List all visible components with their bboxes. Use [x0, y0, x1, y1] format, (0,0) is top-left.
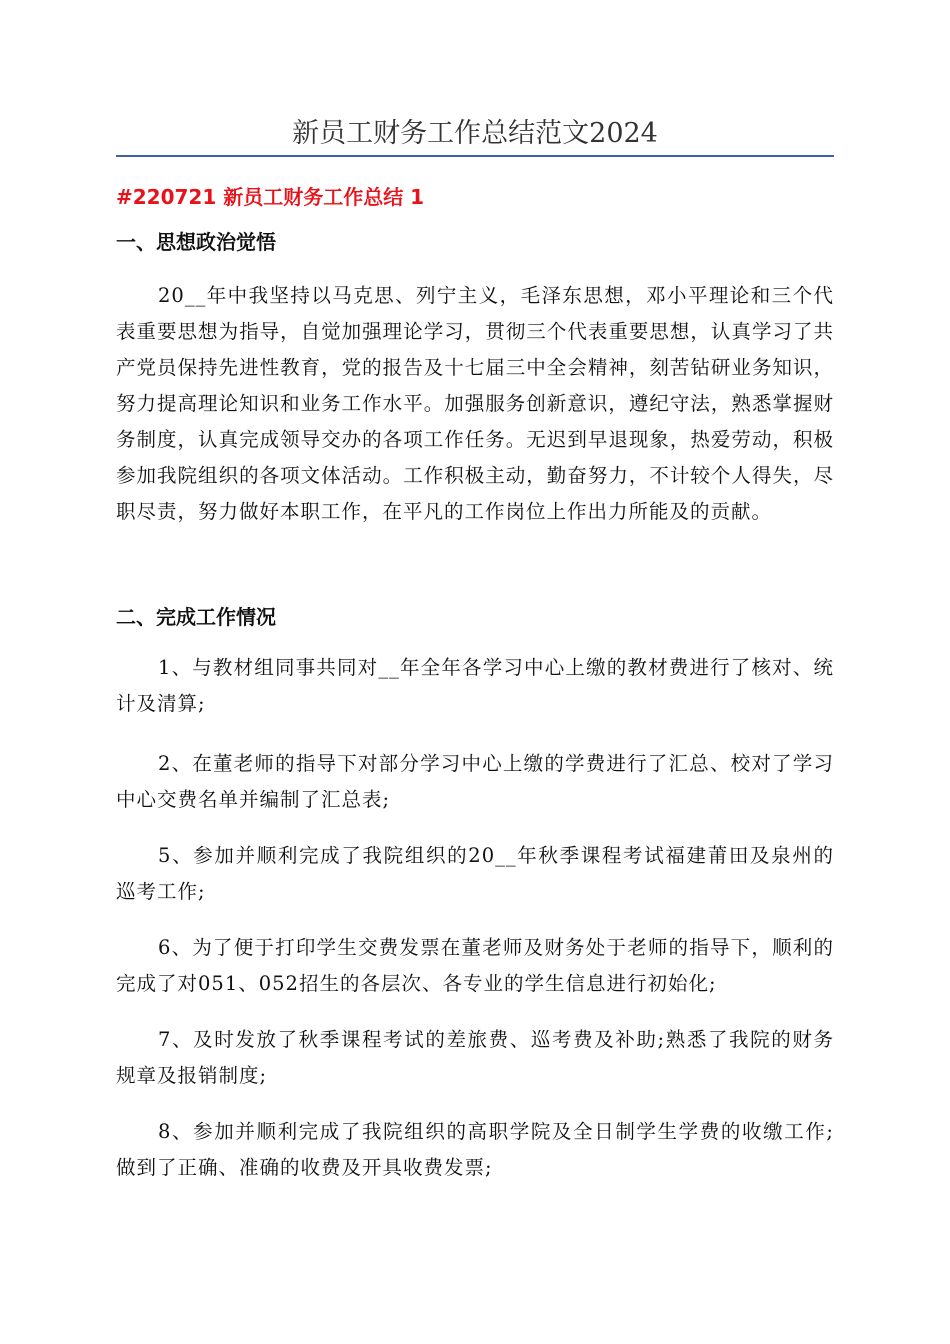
- work-item: 8、参加并顺利完成了我院组织的高职学院及全日制学生学费的收缴工作;做到了正确、准确的收费及开具收费发票;: [116, 1120, 834, 1179]
- work-item: 5、参加并顺利完成了我院组织的20__年秋季课程考试福建莆田及泉州的巡考工作;: [116, 844, 834, 903]
- section-heading-work: 二、完成工作情况: [116, 605, 276, 629]
- work-item: 7、及时发放了秋季课程考试的差旅费、巡考费及补助;熟悉了我院的财务规章及报销制度;: [116, 1028, 834, 1087]
- document-title: 新员工财务工作总结范文2024: [292, 118, 658, 149]
- paragraph-political: 20__年中我坚持以马克思、列宁主义，毛泽东思想，邓小平理论和三个代表重要思想为指导，自觉加强理论学习，贯彻三个代表重要思想，认真学习了共产党员保持先进性教育，党的报告及十七届三中全会精神，刻苦钻研业务知识，努力提高理论知识和业务工作水平。加强服务创新意识，遵纪守法，熟悉掌握财务制度，认真完成领导交办的各项工作任务。无迟到早退现象，热爱劳动，积极参加我院组织的各项文体活动。工作积极主动，勤奋努力，不计较个人得失，尽职尽责，努力做好本职工作，在平凡的工作岗位上作出力所能及的贡献。: [116, 284, 834, 523]
- work-item: 2、在董老师的指导下对部分学习中心上缴的学费进行了汇总、校对了学习中心交费名单并编制了汇总表;: [116, 752, 834, 811]
- work-item: 6、为了便于打印学生交费发票在董老师及财务处于老师的指导下，顺利的完成了对051、052招生的各层次、各专业的学生信息进行初始化;: [116, 936, 834, 995]
- article-subtitle: #220721 新员工财务工作总结 1: [116, 185, 425, 209]
- work-item: 1、与教材组同事共同对__年全年各学习中心上缴的教材费进行了核对、统计及清算;: [116, 656, 834, 715]
- title-underline: [116, 155, 834, 157]
- section-heading-political: 一、思想政治觉悟: [116, 230, 276, 254]
